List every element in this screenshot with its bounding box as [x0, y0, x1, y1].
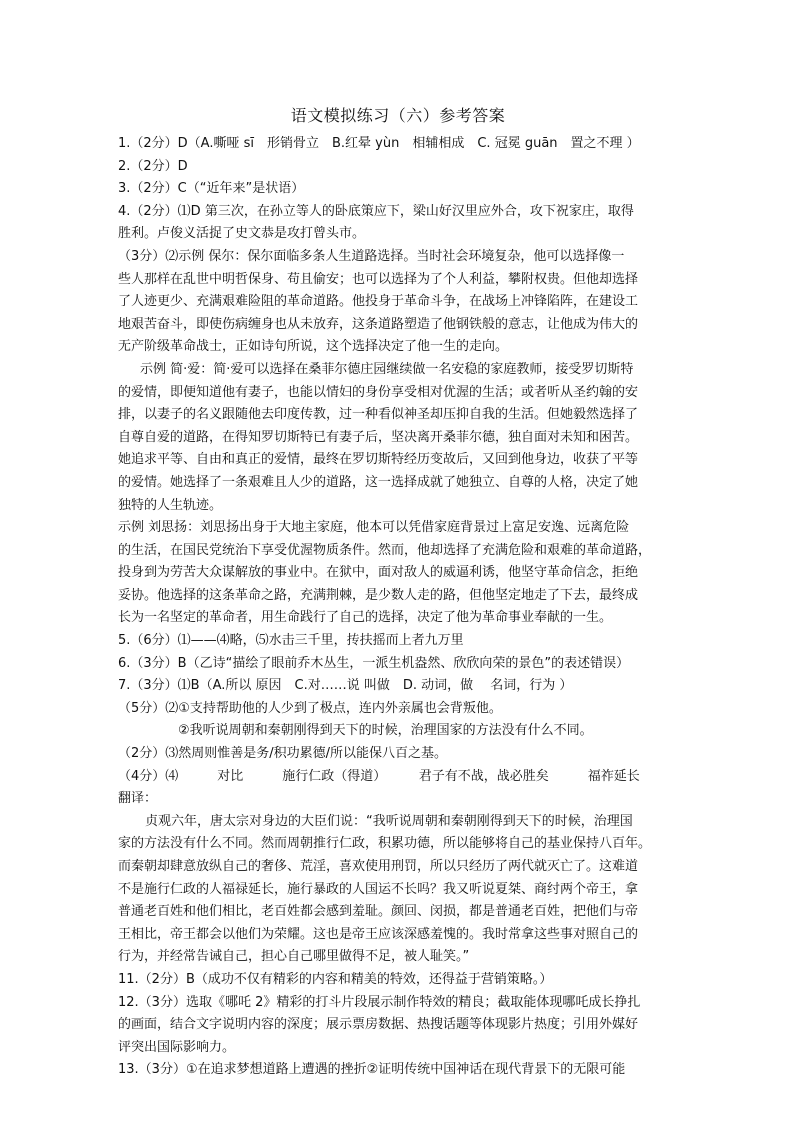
text-line: 不是施行仁政的人福禄延长，施行暴政的人国运不长吗？我又听说夏桀、商纣两个帝王，拿: [118, 881, 639, 897]
answer-body: [118, 133, 678, 1082]
text-line: 王相比，帝王都会以他们为荣耀。这也是帝王应该深感羞愧的。我时常拿这些事对照自己的: [118, 926, 639, 942]
text-line: 的生活，在国民党统治下享受优渥物质条件。然而，他却选择了充满危险和艰难的革命道路，: [118, 542, 652, 558]
text-line: 行为，并经常告诫自己，担心自己哪里做得不足，被人耻笑。”: [118, 949, 470, 965]
text-line: （4分）⑷ 对比 施行仁政（得道） 君子有不战，战必胜矣 福祚延长: [118, 768, 640, 784]
text-line: 独特的人生轨迹。: [118, 497, 223, 513]
page-title: 语文模拟练习（六）参考答案: [290, 106, 506, 125]
text-line: 长为一名坚定的革命者，用生命践行了自己的选择，决定了他为革命事业奉献的一生。: [118, 610, 613, 626]
answer-document: [118, 103, 678, 1082]
text-line: 妥协。他选择的这条革命之路，充满荆棘，是少数人走的路，但他坚定地走了下去，最终成: [118, 587, 639, 603]
text-line: 投身到为劳苦大众谋解放的事业中。在狱中，面对敌人的威逼利诱，他坚守革命信念，拒绝: [118, 565, 639, 581]
text-line: 些人那样在乱世中明哲保身、苟且偷安；也可以选择为了个人利益，攀附权贵。但他却选择: [118, 271, 639, 287]
text-line: 6.（3分）B（乙诗“描绘了眼前乔木丛生，一派生机盎然、欣欣向荣的景色”的表述错误）: [118, 655, 630, 671]
text-line: 1.（2分）D（A.嘶哑 sī 形销骨立 B.红晕 yùn 相辅相成 C. 冠冕 guān 置之不理 ）: [118, 136, 640, 151]
text-line: ②我听说周朝和秦朝刚得到天下的时候，治理国家的方法没有什么不同。: [178, 723, 593, 739]
text-line: 2.（2分）D: [118, 158, 188, 174]
text-line: 排，以妻子的名义跟随他去印度传教，过一种看似神圣却压抑自我的生活。但她毅然选择了: [118, 407, 639, 423]
text-line: 13.（3分）①在追求梦想道路上遭遇的挫折②证明传统中国神话在现代背景下的无限可能: [118, 1062, 626, 1078]
text-line: 翻译：: [118, 791, 158, 807]
text-line: 示例 简·爱：简·爱可以选择在桑菲尔德庄园继续做一名安稳的家庭教师，接受罗切斯特: [127, 361, 634, 377]
text-line: 而秦朝却肆意放纵自己的奢侈、荒淫，喜欢使用刑罚，所以只经历了两代就灭亡了。这难道: [118, 859, 639, 874]
text-line: 示例 刘思扬：刘思扬出身于大地主家庭，他本可以凭借家庭背景过上富足安逸、远离危险: [118, 520, 630, 536]
text-line: 5.（6分）⑴——⑷略，⑸水击三千里，抟扶摇而上者九万里: [118, 633, 464, 649]
text-line: 胜利。卢俊义活捉了史文恭是攻打曾头市。: [118, 226, 366, 242]
text-line: 家的方法没有什么不同。然而周朝推行仁政，积累功德，所以能够将自己的基业保持八百年。: [118, 836, 652, 852]
text-line: 贞观六年，唐太宗对身边的大臣们说：“我听说周朝和秦朝刚得到天下的时候，治理国: [145, 813, 633, 829]
text-line: 4.（2分）⑴D 第三次，在孙立等人的卧底策应下，梁山好汉里应外合，攻下祝家庄，取得: [118, 203, 634, 219]
text-line: 的爱情。她选择了一条艰难且人少的道路，这一选择成就了她独立、自尊的人格，决定了她: [118, 474, 639, 490]
text-line: 11.（2分）B（成功不仅有精彩的内容和精美的特效，还得益于营销策略。）: [118, 971, 553, 987]
text-line: 3.（2分）C（“近年来”是状语）: [118, 181, 305, 197]
text-line: （3分）⑵示例 保尔：保尔面临多条人生道路选择。当时社会环境复杂，他可以选择像一: [118, 248, 625, 264]
text-line: （2分）⑶然周则惟善是务/积功累德/所以能保八百之基。: [118, 746, 448, 762]
text-line: 普通老百姓和他们相比，老百姓都会感到羞耻。颜回、闵损，都是普通老百姓，把他们与帝: [118, 904, 639, 920]
text-line: 7.（3分）⑴B（A.所以 原因 C.对……说 叫做 D. 动词，做 名词，行为 ）: [118, 678, 573, 694]
text-line: 评突出国际影响力。: [118, 1039, 236, 1055]
text-line: 地艰苦奋斗，即使伤病缠身也从未放弃，这条道路塑造了他钢铁般的意志，让他成为伟大的: [118, 316, 639, 332]
text-line: 无产阶级革命战士，正如诗句所说，这个选择决定了他一生的走向。: [118, 339, 509, 355]
text-line: 她追求平等、自由和真正的爱情，最终在罗切斯特经历变故后，又回到他身边，收获了平等: [118, 452, 639, 468]
text-line: 了人迹更少、充满艰难险阻的革命道路。他投身于革命斗争，在战场上冲锋陷阵，在建设工: [118, 294, 639, 310]
text-line: 的画面，结合文字说明内容的深度；展示票房数据、热搜话题等体现影片热度；引用外媒好: [118, 1017, 639, 1033]
text-line: 自尊自爱的道路，在得知罗切斯特已有妻子后，坚决离开桑菲尔德，独自面对未知和困苦。: [118, 429, 639, 445]
text-line: 12.（3分）选取《哪吒 2》精彩的打斗片段展示制作特效的精良；截取能体现哪吒成长挣扎: [118, 994, 641, 1010]
text-line: （5分）⑵①支持帮助他的人少到了极点，连内外亲属也会背叛他。: [118, 700, 502, 716]
text-line: 的爱情，即便知道他有妻子，也能以情妇的身份享受相对优渥的生活；或者听从圣约翰的安: [118, 384, 639, 400]
